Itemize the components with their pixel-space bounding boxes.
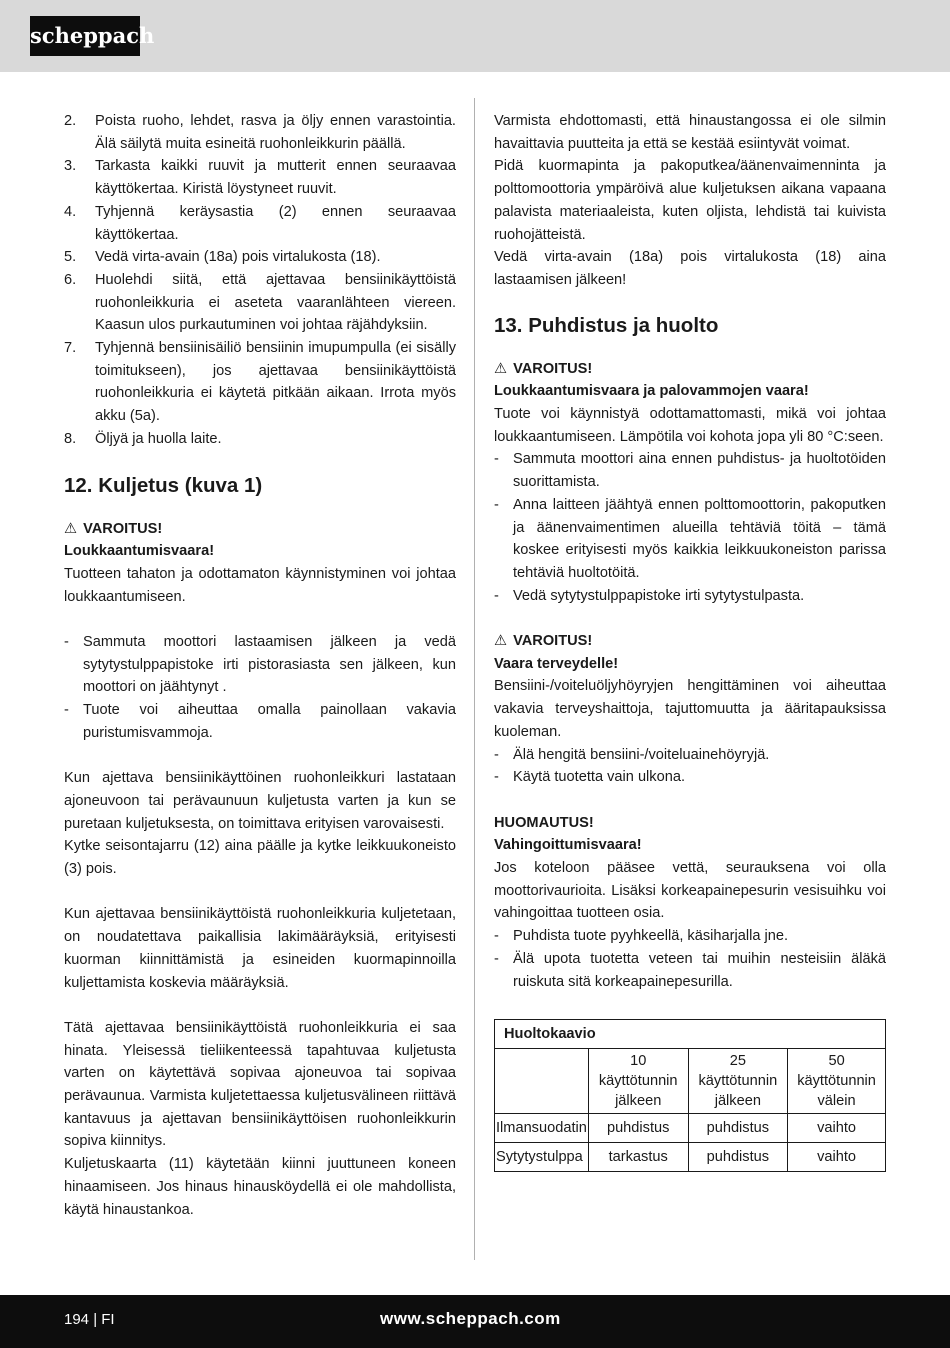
paragraph: Pidä kuormapinta ja pakoputkea/äänenvaimenninta ja polttomoottoria ympäröivä alue kuljetuksen aikana vapaana palavista materiaaleista, kuten oljista, lehdistä tai kuivista ruohojätteistä.: [494, 158, 886, 243]
dash-item: - Älä hengitä bensiini-/voiteluainehöyryjä.: [494, 746, 770, 763]
table-cell: vaihto: [788, 1114, 886, 1143]
table-cell: puhdistus: [588, 1114, 688, 1143]
notice-subtitle: Vahingoittumisvaara!: [494, 837, 642, 854]
warning-text: Tuote voi käynnistyä odottamattomasti, mikä voi johtaa loukkaantumiseen. Lämpötila voi kohota jopa yli 80 °C:seen.: [494, 406, 886, 445]
warning-text: Bensiini-/voiteluöljyhöyryjen hengittäminen voi aiheuttaa vakavia terveyshaittoja, tajuttomuutta ja ääritapauksissa kuoleman.: [494, 678, 886, 740]
warning-subtitle: Loukkaantumisvaara!: [64, 543, 215, 560]
list-item: 5. Vedä virta-avain (18a) pois virtalukosta (18).: [64, 249, 381, 266]
list-item: 4. Tyhjennä keräysastia (2) ennen seuraavaa käyttökertaa.: [64, 203, 456, 243]
table-header-cell: [495, 1049, 589, 1114]
list-item: 8. Öljyä ja huolla laite.: [64, 430, 222, 447]
left-column: [64, 110, 456, 1221]
dash-item: - Sammuta moottori lastaamisen jälkeen ja vedä sytytystulppapistoke irti pistorasiasta sen jälkeen, kun moottori on jäähtynyt .: [64, 634, 456, 696]
section-title: 13. Puhdistus ja huolto: [494, 313, 719, 337]
table-cell: Sytytystulppa: [495, 1143, 589, 1172]
list-item: 3. Tarkasta kaikki ruuvit ja mutterit ennen seuraavaa käyttökertaa. Kiristä löystyneet ruuvit.: [64, 158, 456, 198]
table-row: [495, 1143, 886, 1172]
dash-item: - Älä upota tuotetta veteen tai muihin nesteisiin äläkä ruiskuta sitä korkeapainepesurilla.: [494, 950, 886, 990]
dash-item: - Anna laitteen jäähtyä ennen polttomoottorin, pakoputken ja äänenvaimentimen alueilla tehtäviä töitä – tämä koskee erityisesti myös kaikkia leikkuukoneiston parissa tehtäviä huoltotöitä.: [494, 496, 886, 581]
paragraph: Kytke seisontajarru (12) aina päälle ja kytke leikkuukoneisto (3) pois.: [64, 838, 456, 878]
notice-heading: HUOMAUTUS!: [494, 814, 594, 831]
header-bar: [0, 0, 950, 72]
warning-heading: ⚠ VAROITUS!: [64, 518, 456, 541]
page-number: 194 | FI: [64, 1311, 115, 1328]
table-header-cell: 25 käyttötunnin jälkeen: [688, 1049, 788, 1114]
warning-icon: ⚠: [494, 633, 508, 650]
paragraph: Tätä ajettavaa bensiinikäyttöistä ruohonleikkuria ei saa hinata. Yleisessä tieliikenteessä tapahtuvaa kuljetusta varten on käytettävä sopivaa ajoneuvoa tai sopivaa perävaunua. Varmista kuljetettaessa kuljetusvälineen riittävä kantavuus ja ajettavan bensiinikäyttöisen ruohonleikkurin sopiva kiinnitys.: [64, 1019, 456, 1150]
paragraph: Kun ajettavaa bensiinikäyttöistä ruohonleikkuria kuljetetaan, on noudatettava paikallisia lakimääräyksiä, erityisesti kuorman kiinnittämistä ja esineiden kuormapinnoilla kuljettamista koskevia määräyksiä.: [64, 906, 456, 991]
paragraph: Kuljetuskaarta (11) käytetään kiinni juuttuneen koneen hinaamiseen. Jos hinaus hinausköydellä ei ole mahdollista, käytä hinaustankoa.: [64, 1156, 456, 1218]
warning-subtitle: Loukkaantumisvaara ja palovammojen vaara!: [494, 383, 809, 400]
warning-icon: ⚠: [494, 360, 508, 377]
notice-text: Jos koteloon pääsee vettä, seurauksena voi olla moottorivaurioita. Lisäksi korkeapainepesurin vesisuihku voi vahingoittaa tuotteen osia.: [494, 860, 886, 922]
list-item: 2. Poista ruoho, lehdet, rasva ja öljy ennen varastointia. Älä säilytä muita esineitä ruohonleikkurin päällä.: [64, 113, 456, 152]
list-item: 6. Huolehdi siitä, että ajettavaa bensiinikäyttöistä ruohonleikkuria ei aseteta vaaranlähteen viereen. Kaasun ulos purkautuminen voi johtaa räjähdyksiin.: [64, 271, 456, 334]
table-header-cell: 10 käyttötunnin jälkeen: [588, 1049, 688, 1114]
warning-heading: ⚠ VAROITUS!: [494, 630, 886, 653]
table-header-cell: 50 käyttötunnin välein: [788, 1049, 886, 1114]
footer-bar: [0, 1295, 950, 1348]
paragraph: Varmista ehdottomasti, että hinaustangossa ei ole silmin havaittavia puutteita ja että se kestää esiintyvät voimat.: [494, 113, 886, 152]
table-title: Huoltokaavio: [495, 1020, 886, 1049]
table-row: [495, 1114, 886, 1143]
warning-icon: ⚠: [64, 520, 78, 537]
table-cell: puhdistus: [688, 1114, 788, 1143]
paragraph: Kun ajettava bensiinikäyttöinen ruohonleikkuri lastataan ajoneuvoon tai perävaunuun kuljetusta varten ja kun se puretaan kuljetuksesta, on toimittava erityisen varovaisesti.: [64, 770, 456, 832]
right-column: [494, 110, 886, 1172]
dash-item: - Puhdista tuote pyyhkeellä, käsiharjalla jne.: [494, 928, 789, 945]
table-cell: tarkastus: [588, 1143, 688, 1172]
table-cell: vaihto: [788, 1143, 886, 1172]
warning-text: Tuotteen tahaton ja odottamaton käynnistyminen voi johtaa loukkaantumiseen.: [64, 565, 456, 605]
list-item: 7. Tyhjennä bensiinisäiliö bensiinin imupumpulla (ei sisälly toimitukseen), jos ajettavaa bensiinikäyttöistä ruohonleikkuria ei käytetä pitkään aikaan. Irrota myös akku (5a).: [64, 340, 456, 425]
website-url: www.scheppach.com: [380, 1309, 561, 1328]
dash-item: - Vedä sytytystulppapistoke irti sytytystulpasta.: [494, 587, 805, 604]
table-cell: puhdistus: [688, 1143, 788, 1172]
section-title: 12. Kuljetus (kuva 1): [64, 473, 263, 497]
warning-heading: ⚠ VAROITUS!: [494, 358, 886, 381]
table-header-row: [495, 1049, 886, 1114]
dash-item: - Käytä tuotetta vain ulkona.: [494, 769, 685, 786]
maintenance-table: [494, 1019, 886, 1172]
dash-item: - Sammuta moottori aina ennen puhdistus- ja huoltotöiden suorittamista.: [494, 451, 886, 491]
numbered-list: [64, 110, 456, 451]
warning-subtitle: Vaara terveydelle!: [494, 655, 619, 672]
dash-item: - Tuote voi aiheuttaa omalla painollaan vakavia puristumisvammoja.: [64, 702, 456, 741]
table-cell: Ilmansuodatin: [495, 1114, 589, 1143]
brand-logo: scheppach: [30, 16, 140, 56]
column-divider: [474, 98, 475, 1260]
paragraph: Vedä virta-avain (18a) pois virtalukosta (18) aina lastaamisen jälkeen!: [494, 249, 886, 288]
